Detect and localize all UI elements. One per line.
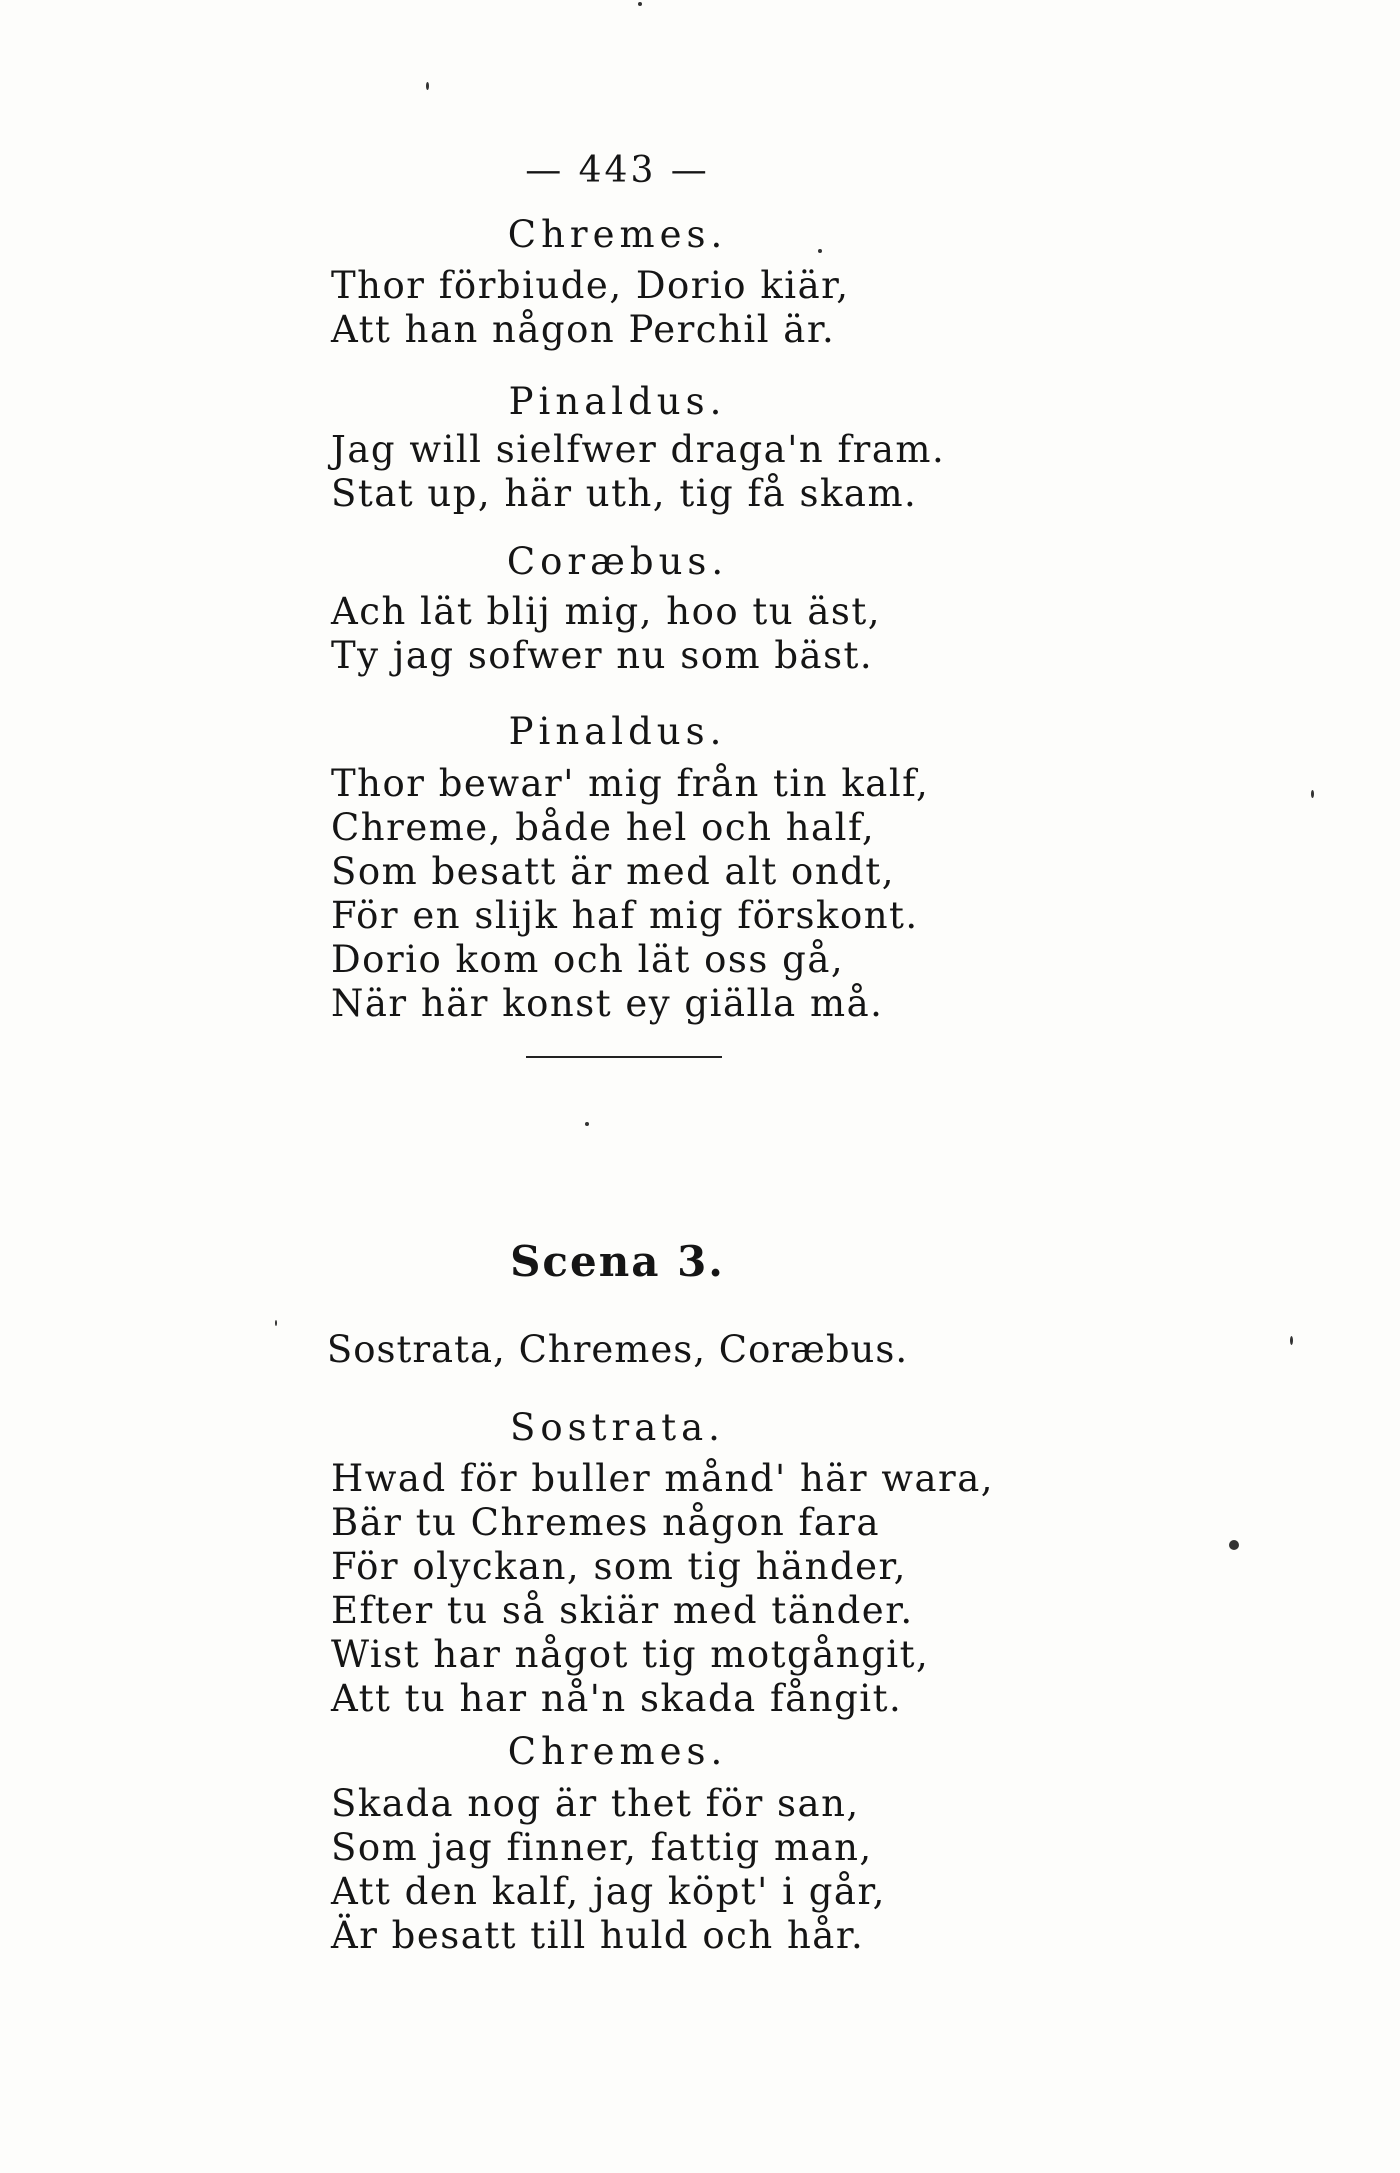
print-speck bbox=[275, 1320, 277, 1326]
verse-block bbox=[331, 428, 945, 516]
verse-line: Stat up, här uth, tig få skam. bbox=[331, 472, 918, 515]
print-speck bbox=[1229, 1540, 1239, 1550]
verse-block bbox=[331, 1457, 994, 1721]
verse-line: När här konst ey giälla må. bbox=[331, 982, 884, 1025]
scene-heading: Scena 3. bbox=[510, 1237, 725, 1286]
verse-line: Wist har något tig motgångit, bbox=[331, 1633, 930, 1676]
verse-line: Att tu har nå'n skada fångit. bbox=[331, 1677, 903, 1720]
verse-line: Att han någon Perchil är. bbox=[331, 308, 836, 351]
verse-line: Jag will sielfwer draga'n fram. bbox=[331, 428, 946, 471]
print-speck bbox=[638, 2, 642, 6]
verse-line: För olyckan, som tig händer, bbox=[331, 1545, 907, 1588]
speaker-name: Pinaldus. bbox=[508, 380, 727, 423]
print-speck bbox=[585, 1122, 589, 1126]
page-number: — 443 — bbox=[525, 150, 710, 191]
verse-line: Skada nog är thet för san, bbox=[331, 1782, 860, 1825]
cast-list: Sostrata, Chremes, Coræbus. bbox=[326, 1328, 909, 1371]
verse-line: Efter tu så skiär med tänder. bbox=[331, 1589, 914, 1632]
verse-block bbox=[331, 762, 929, 1026]
print-speck bbox=[1311, 790, 1314, 798]
verse-block bbox=[331, 590, 881, 678]
speaker-name: Sostrata. bbox=[510, 1406, 725, 1449]
verse-line: Chreme, både hel och half, bbox=[331, 806, 876, 849]
section-divider bbox=[526, 1056, 722, 1058]
verse-line: Dorio kom och lät oss gå, bbox=[331, 938, 845, 981]
print-speck bbox=[1290, 1336, 1293, 1345]
verse-line: Är besatt till huld och hår. bbox=[331, 1914, 865, 1957]
verse-line: Ty jag sofwer nu som bäst. bbox=[331, 634, 874, 677]
verse-block bbox=[331, 1782, 886, 1958]
verse-line: Ach lät blij mig, hoo tu äst, bbox=[331, 590, 882, 633]
verse-line: Bär tu Chremes någon fara bbox=[331, 1501, 881, 1544]
verse-line: Som jag finner, fattig man, bbox=[331, 1826, 873, 1869]
verse-line: Att den kalf, jag köpt' i går, bbox=[331, 1870, 886, 1913]
verse-line: Thor förbiude, Dorio kiär, bbox=[331, 264, 850, 307]
print-speck bbox=[426, 82, 429, 90]
speaker-name: Coræbus. bbox=[506, 540, 729, 583]
speaker-name: Chremes. bbox=[507, 1730, 728, 1773]
print-speck bbox=[818, 249, 822, 253]
verse-line: För en slijk haf mig förskont. bbox=[331, 894, 919, 937]
speaker-name: Chremes. bbox=[507, 213, 728, 256]
verse-line: Thor bewar' mig från tin kalf, bbox=[331, 762, 930, 805]
verse-line: Hwad för buller månd' här wara, bbox=[331, 1457, 995, 1500]
speaker-name: Pinaldus. bbox=[508, 710, 727, 753]
verse-block bbox=[331, 264, 850, 352]
verse-line: Som besatt är med alt ondt, bbox=[331, 850, 895, 893]
